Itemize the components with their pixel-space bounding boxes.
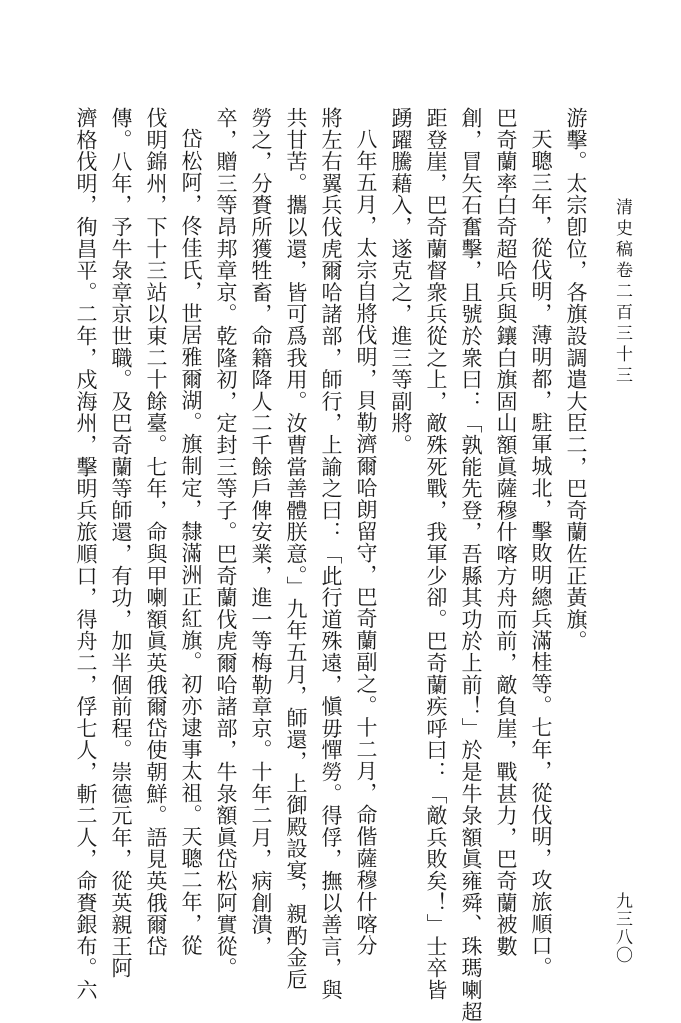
text-column: 勞之，分賚所獲牲畜，命籍降人二千餘戶俾安業，進一等梅勒章京。十年二月，病創潰，	[249, 107, 273, 958]
text-column: 巴奇蘭率白奇超哈兵與鑲白旗固山額眞薩穆什喀方舟而前，敵負崖，戰甚力，巴奇蘭被數	[494, 107, 518, 958]
text-column: 創，冒矢石奮擊，且號於衆曰：「孰能先登，吾縣其功於上前！」於是牛彔額眞雍舜、珠瑪喇超	[459, 107, 483, 1023]
book-title: 清史稿卷二百三十三	[612, 198, 632, 387]
text-column: 踴躍騰藉入，遂克之，進三等副將。	[389, 107, 413, 456]
text-column: 卒，贈三等昂邦章京。乾隆初，定封三等子。巴奇蘭伐虎爾哈諸部，牛彔額眞岱松阿實從。	[214, 107, 238, 979]
text-column: 將左右翼兵伐虎爾哈諸部，師行，上諭之曰：「此行道殊遠，愼毋憚勞。得俘，撫以善言，與	[319, 107, 343, 1001]
text-column: 伐明錦州，下十三站以東二十餘臺。七年，命與甲喇額眞英俄爾岱使朝鮮。語見英俄爾岱	[144, 107, 168, 958]
page-number: 九三八〇	[612, 892, 632, 964]
text-column: 共甘苦。攜以還，皆可爲我用。汝曹當善體朕意。」九年五月，師還，上御殿設宴，親酌金卮	[284, 107, 308, 991]
text-column: 距登崖，巴奇蘭督衆兵從之上，敵殊死戰，我軍少卻。巴奇蘭疾呼曰：「敵兵敗矣！」士卒皆	[424, 107, 448, 1001]
text-column: 傳。八年，予牛彔章京世職。及巴奇蘭等師還，有功，加半個前程。崇德元年，從英親王阿	[109, 107, 133, 979]
text-column: 天聰三年，從伐明，薄明都，駐軍城北，擊敗明總兵滿桂等。七年，從伐明，攻旅順口。	[529, 128, 553, 979]
text-column: 游擊。太宗卽位，各旗設調遣大臣二，巴奇蘭佐正黃旗。	[564, 107, 588, 652]
text-column: 岱松阿，佟佳氏，世居雅爾湖。旗制定，隸滿洲正紅旗。初亦逮事太祖。天聰二年，從	[179, 128, 203, 957]
text-column: 濟格伐明，徇昌平。二年，戍海州，擊明兵旅順口，得舟二，俘七人，斬二人，命賚銀布。六	[74, 107, 98, 1001]
text-column: 八年五月，太宗自將伐明，貝勒濟爾哈朗留守，巴奇蘭副之。十二月，命偕薩穆什喀分	[354, 128, 378, 957]
